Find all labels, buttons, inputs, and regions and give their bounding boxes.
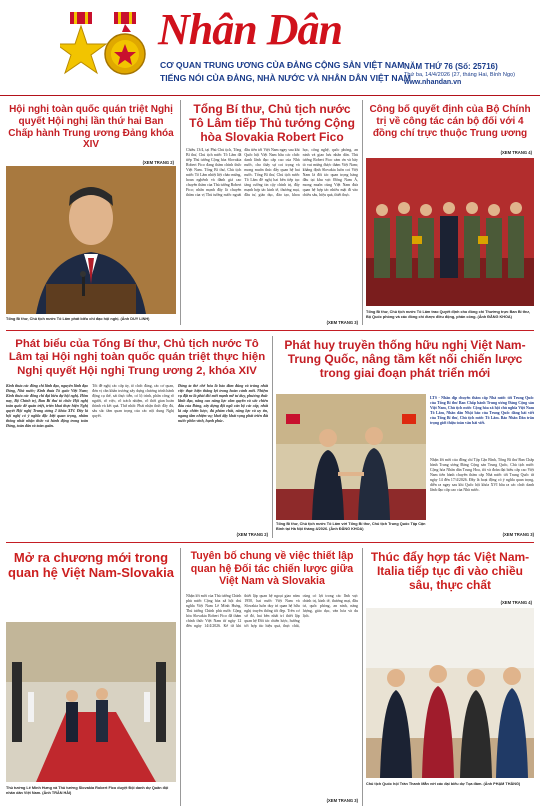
body-a4-col2: Tôi đề nghị các cấp ủy, tổ chức đảng, các cơ quan, đơn vị cần khẩn trương xây dựng chương trình hành động cụ thể, sát thực tiễn, có lộ trình, phân công rõ người, rõ việc, rõ trách nhiệm, rõ thời gian hoàn thành và kết quả. Thứ nhất: Phải nhận thức đầy đủ, sâu sắc tầm quan trọng của các nội dung Nghị quyết. — [92, 384, 174, 418]
masthead — [0, 0, 540, 96]
caption-a8: Chủ tịch Quốc hội Trần Thanh Mẫn với các đại biểu dự Tọa đàm. (Ảnh PHẠM THẮNG) — [366, 782, 521, 786]
see-page-a4[interactable]: (XEM TRANG 2) — [236, 532, 268, 537]
headline-a5[interactable]: Phát huy truyền thống hữu nghị Việt Nam-Trung Quốc, nâng tầm kết nối chiến lược trong giai đoạn phát triển mới — [284, 338, 526, 381]
photo-a8 — [366, 608, 534, 778]
see-page-a8[interactable]: (XEM TRANG 4) — [500, 600, 532, 605]
newspaper-logo[interactable]: Nhân Dân — [158, 5, 342, 54]
lead-a5: LTS - Nhân dịp chuyến thăm cấp Nhà nước tới Trung Quốc của Tổng Bí thư Ban Chấp hành Trung ương Đảng Cộng sản Việt Nam, Chủ tịch nước Cộng hòa xã hội chủ nghĩa Việt Nam Tô Lâm, Nhân dân Nhật báo của Trung Quốc đăng bài viết của Tổng Bí thư, Chủ tịch nước Tô Lâm. Báo Nhân Dân trân trọng giới thiệu toàn văn bài viết. — [430, 396, 534, 425]
body-a2: Chiều 13/4, tại Phủ Chủ tịch, Tổng Bí thư, Chủ tịch nước Tô Lâm đã tiếp Thủ tướng Cộng hòa Slovakia Robert Fico đang thăm chính thức Việt Nam. Tổng Bí thư, Chủ tịch nước Tô Lâm nhiệt liệt chào mừng, hoan nghênh và đánh giá cao chuyến thăm của Thủ tướng Robert Fico; nhấn mạnh đây là chuyến thăm của vị Thủ tướng nước ngoài đầu tiên tới Việt Nam ngay sau khi Quốc hội Việt Nam bầu các chức danh lãnh đạo cấp cao của Nhà nước, cho thấy sự coi trọng và mong muốn thúc đẩy quan hệ hai nước. Tổng Bí thư, Chủ tịch nước Tô Lâm đề nghị hai bên tiếp tục tăng cường tin cậy chính trị, đẩy mạnh hợp tác kinh tế, thương mại, đầu tư, giáo dục, đào tạo, khoa học, công nghệ, quốc phòng, an ninh và giao lưu nhân dân. Thủ tướng Robert Fico cảm ơn và bày tỏ vui mừng được thăm Việt Nam; khẳng định Slovakia luôn coi Việt Nam là đối tác quan trọng hàng đầu tại khu vực Đông Nam Á, mong muốn cùng Việt Nam đưa quan hệ hợp tác nhiều mặt đi vào chiều sâu, hiệu quả, thiết thực. — [186, 148, 358, 197]
see-page-a3[interactable]: (XEM TRANG 4) — [500, 150, 532, 155]
photo-a6 — [6, 622, 176, 782]
issue-number: NĂM THỨ 76 (Số: 25716) — [404, 62, 498, 71]
headline-a8[interactable]: Thúc đẩy hợp tác Việt Nam-Italia tiếp tục đi vào chiều sâu, thực chất — [370, 550, 530, 593]
headline-a7[interactable]: Tuyên bố chung về việc thiết lập quan hệ Đối tác chiến lược giữa Việt Nam và Slovakia — [190, 550, 354, 587]
body-a4-col1: Kính thưa các đồng chí lãnh đạo, nguyên lãnh đạo Đảng, Nhà nước; Kính thưa Tổ quốc Việt Nam; Kính thưa các đồng chí đại biểu dự hội nghị. Hôm nay, Bộ Chính trị, Ban Bí thư tổ chức Hội nghị toàn quốc để quán triệt, triển khai thực hiện Nghị quyết Hội nghị Trung ương 2 khóa XIV. Đây là hội nghị có ý nghĩa đặc biệt quan trọng, nhằm thống nhất nhận thức và hành động trong toàn Đảng, toàn dân và toàn quân. — [6, 384, 88, 428]
caption-a3: Tổng Bí thư, Chủ tịch nước Tô Lâm trao Quyết định cho đồng chí Thường trực Ban Bí thư, Bộ Quốc phòng và các đồng chí được điều động, phân công. (Ảnh ĐĂNG KHOA) — [366, 310, 531, 319]
headline-a3[interactable]: Công bố quyết định của Bộ Chính trị về công tác cán bộ đối với 4 đồng chí trực thuộc Trung ương — [369, 104, 531, 139]
headline-a6[interactable]: Mở ra chương mới trong quan hệ Việt Nam-Slovakia — [8, 550, 174, 581]
headline-a2[interactable]: Tổng Bí thư, Chủ tịch nước Tô Lâm tiếp Thủ tướng Cộng hòa Slovakia Robert Fico — [189, 102, 355, 145]
see-page-a5[interactable]: (XEM TRANG 3) — [502, 532, 534, 537]
headline-a4[interactable]: Phát biểu của Tổng Bí thư, Chủ tịch nước Tô Lâm tại Hội nghị toàn quốc quán triệt thực hiện Nghị quyết Hội nghị Trung ương 2, khóa XIV — [8, 338, 266, 377]
caption-a6: Thủ tướng Lê Minh Hưng và Thủ tướng Slovakia Robert Fico duyệt Đội danh dự Quân đội nhân dân Việt Nam. (Ảnh TRẦN HẢI) — [6, 786, 169, 795]
body-a4-col3: Đảng ta thể chế hóa là bảo đảm đúng và trúng nhất việc thực hiện thắng lợi trong hoàn cảnh mới. Nhiệm vụ đặt ra là phải đổi mới mạnh mẽ tư duy, phương thức lãnh đạo, nâng cao năng lực cầm quyền và sức chiến đấu của Đảng, xây dựng đội ngũ cán bộ các cấp, nhất là cấp chiến lược, đủ phẩm chất, năng lực và uy tín, ngang tầm nhiệm vụ; khơi dậy khát vọng phát triển đất nước phồn vinh, hạnh phúc. — [178, 384, 268, 423]
tagline-secondary: TIẾNG NÓI CỦA ĐẢNG, NHÀ NƯỚC VÀ NHÂN DÂN VIỆT NAM — [160, 73, 411, 83]
headline-a1[interactable]: Hội nghị toàn quốc quán triệt Nghị quyết Hội nghị lần thứ hai Ban Chấp hành Trung ương Đảng khóa XIV — [8, 104, 174, 151]
see-page-a1[interactable]: (XEM TRANG 2) — [142, 160, 174, 165]
photo-a5 — [276, 394, 426, 520]
award-medals-icon — [60, 8, 150, 88]
body-a5: Nhận lời mời của đồng chí Tập Cận Bình, Tổng Bí thư Ban Chấp hành Trung ương Đảng Cộng sản Trung Quốc, Chủ tịch nước Cộng hòa Nhân dân Trung Hoa, tôi và đoàn đại biểu cấp cao Việt Nam tiến hành chuyến thăm cấp Nhà nước tới Trung Quốc từ ngày 14 đến 17/4/2026. Đây là hoạt động có ý nghĩa quan trọng, diễn ra ngay sau khi Quốc hội khóa XVI bầu ra các chức danh lãnh đạo cấp cao của Nhà nước. — [430, 458, 534, 492]
see-page-a7[interactable]: (XEM TRANG 3) — [326, 798, 358, 803]
website-link[interactable]: www.nhandan.vn — [404, 79, 462, 86]
tagline-primary: CƠ QUAN TRUNG ƯƠNG CỦA ĐẢNG CỘNG SẢN VIỆT NAM — [160, 60, 405, 70]
photo-a1 — [6, 166, 176, 314]
issue-date: Thứ ba, 14/4/2026 (27, tháng Hai, Bính Ngọ) — [404, 72, 516, 78]
body-a7: Nhận lời mời của Thủ tướng Chính phủ nước Cộng hòa xã hội chủ nghĩa Việt Nam Lê Minh Hưng, Thủ tướng Chính phủ nước Cộng hòa Slovakia Robert Fico đã thăm chính thức Việt Nam từ ngày 12 đến ngày 14/4/2026. Kế từ khi thiết lập quan hệ ngoại giao năm 1950, hai nước Việt Nam và Slovakia luôn duy trì quan hệ hữu nghị truyền thống tốt đẹp. Trên cơ sở đó, hai bên nhất trí thiết lập quan hệ Đối tác chiến lược, hướng tới hợp tác hiệu quả, thực chất, cùng có lợi trong các lĩnh vực chính trị, kinh tế, thương mại, đầu tư, quốc phòng, an ninh, năng lượng, giáo dục, văn hóa và du lịch. — [186, 594, 358, 628]
caption-a1: Tổng Bí thư, Chủ tịch nước Tô Lâm phát biểu chỉ đạo hội nghị. (Ảnh DUY LINH) — [6, 317, 150, 321]
photo-a3 — [366, 158, 534, 306]
caption-a5: Tổng Bí thư, Chủ tịch nước Tô Lâm với Tổng Bí thư, Chủ tịch Trung Quốc Tập Cận Bình tại Hà Nội tháng 4/2026. (Ảnh ĐĂNG KHOA) — [276, 522, 426, 531]
see-page-a2[interactable]: (XEM TRANG 3) — [326, 320, 358, 325]
issue-info — [404, 62, 534, 86]
